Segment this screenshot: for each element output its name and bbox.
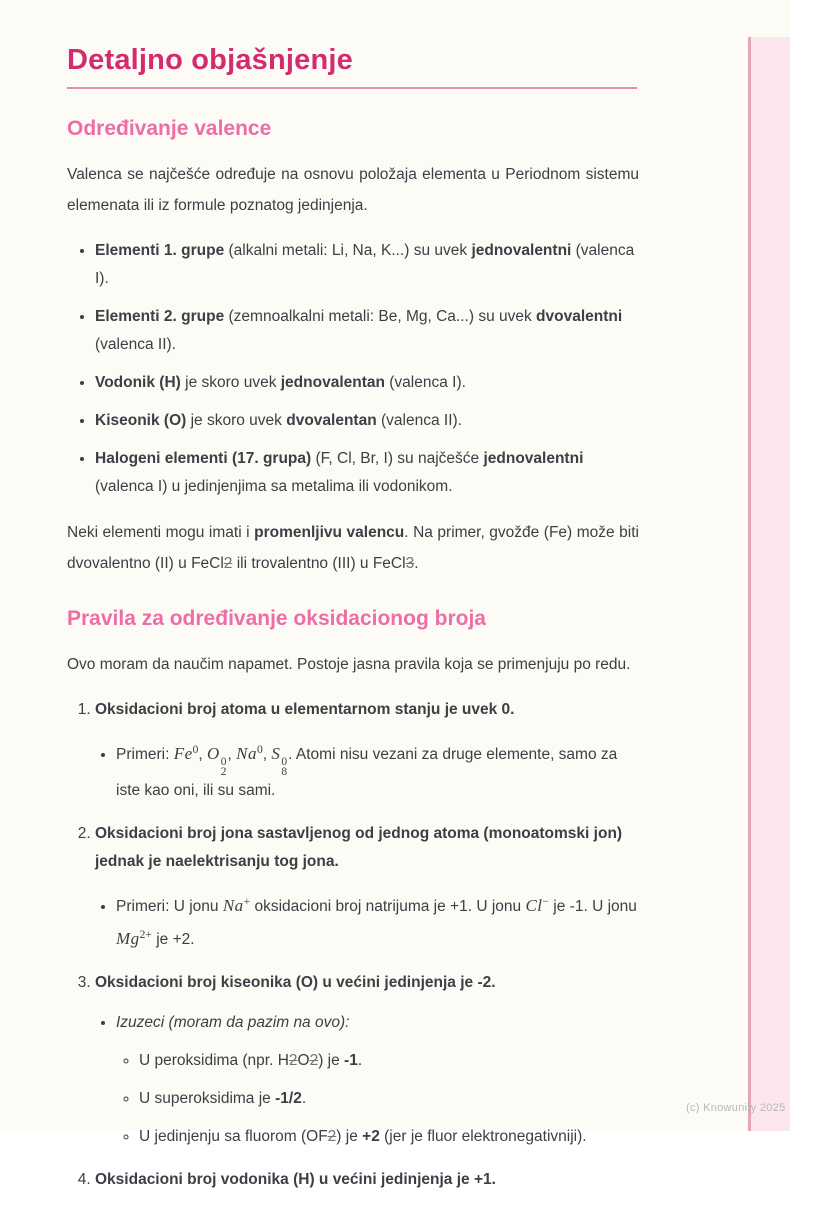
text-run: Elementi 2. grupe [95, 308, 225, 325]
list-item [95, 696, 639, 805]
math-run: Na [236, 744, 258, 763]
math-run: 2+ [139, 929, 152, 941]
text-run: O [297, 1052, 310, 1069]
text-run: Primeri: [116, 746, 174, 763]
watermark: (c) Knowunity 2025 [686, 1102, 786, 1114]
text-run: (zemnoalkalni metali: Be, Mg, Ca...) su uvek [224, 308, 537, 325]
bullet-list [95, 888, 639, 954]
math-superscript: 0 [220, 756, 227, 768]
text-run: 2 [288, 1052, 298, 1069]
text-run: Primeri: U jonu [116, 898, 223, 915]
math-subscript: 2 [220, 766, 227, 778]
text-run: Oksidacioni broj vodonika (H) u većini jedinjenja je +1. [95, 1171, 496, 1188]
text-run: Kiseonik (O) [95, 412, 187, 429]
list-item [95, 407, 639, 435]
text-run: Oksidacioni broj kiseonika (O) u većini jedinjenja je -2. [95, 974, 496, 991]
text-run: . [301, 1090, 307, 1107]
math-run: Na [222, 896, 244, 915]
math-run: 0 [257, 744, 263, 756]
text-run: oksidacioni broj natrijuma je +1. U jonu [250, 898, 526, 915]
list-item [116, 1009, 639, 1151]
title-divider [67, 87, 637, 89]
text-run: , [198, 746, 208, 763]
text-run: Valenca se najčešće određuje na osnovu položaja elementa u Periodnom sistemu elemenata ili iz formule poznatog jedinjenja. [67, 166, 639, 214]
text-run: promenljivu valencu [254, 524, 405, 541]
list-item [139, 1085, 639, 1113]
math-script-stack [221, 757, 227, 777]
math-run: + [243, 896, 251, 908]
text-run: 2 [223, 555, 233, 572]
text-run: jednovalentan [280, 374, 385, 391]
text-run: U peroksidima (npr. H [139, 1052, 289, 1069]
document-blocks [67, 116, 639, 1194]
bullet-list [116, 1047, 639, 1151]
math-run: Cl [525, 896, 543, 915]
text-run: U superoksidima je [139, 1090, 276, 1107]
numbered-list [67, 696, 639, 1194]
paragraph [67, 649, 639, 680]
text-run: (valenca I) u jedinjenjima sa metalima ili vodonikom. [95, 478, 453, 495]
text-run: (F, Cl, Br, I) su najčešće [311, 450, 484, 467]
text-run: ) je [318, 1052, 345, 1069]
math-run: − [542, 896, 549, 908]
math-run: S [271, 744, 281, 763]
text-run: (valenca I). [95, 242, 635, 287]
text-run: -1/2 [275, 1090, 302, 1107]
section-heading: Određivanje valence [67, 117, 272, 140]
math-subscript: 8 [281, 766, 288, 778]
list-item [116, 888, 639, 954]
document-content [67, 42, 639, 1210]
text-run: dvovalentni [536, 308, 623, 325]
bullet-list [95, 736, 639, 805]
text-run: je -1. U jonu [549, 898, 637, 915]
text-run: Halogeni elementi (17. grupa) [95, 450, 312, 467]
text-run: 2 [327, 1128, 337, 1145]
text-run: ) je [336, 1128, 363, 1145]
text-run: (jer je fluor elektronegativniji). [379, 1128, 587, 1145]
text-run: U jedinjenju sa fluorom (OF [139, 1128, 328, 1145]
list-item [95, 820, 639, 954]
math-superscript: 0 [281, 756, 288, 768]
text-run: . [357, 1052, 363, 1069]
section-heading: Pravila za određivanje oksidacionog broja [67, 607, 486, 630]
list-item [139, 1123, 639, 1151]
list-item [139, 1047, 639, 1075]
list-item [95, 445, 639, 501]
text-run: , [262, 746, 272, 763]
list-item [95, 369, 639, 397]
text-run: 3 [405, 555, 415, 572]
text-run: dvovalentan [286, 412, 377, 429]
list-item [116, 736, 639, 805]
list-item [95, 969, 639, 1151]
text-run: Izuzeci (moram da pazim na ovo): [116, 1014, 350, 1031]
text-run: je +2. [151, 931, 195, 948]
math-run: O [207, 744, 220, 763]
text-run: (alkalni metali: Li, Na, K...) su uvek [224, 242, 472, 259]
text-run: . [414, 555, 419, 572]
text-run: Elementi 1. grupe [95, 242, 225, 259]
text-run: jednovalentni [471, 242, 572, 259]
text-run: . Atomi nisu vezani za druge elemente, samo za iste kao oni, ili su sami. [116, 746, 618, 799]
decorative-side-bar [748, 37, 790, 1131]
paragraph [67, 159, 639, 221]
text-run: . Na primer, gvožđe (Fe) može biti dvovalentno (II) u FeCl [67, 524, 639, 572]
list-item [95, 237, 639, 293]
text-run: (valenca II). [95, 336, 176, 353]
bullet-list [95, 1009, 639, 1151]
text-run: , [227, 746, 237, 763]
text-run: Oksidacioni broj atoma u elementarnom stanju je uvek 0. [95, 701, 515, 718]
math-script-stack [281, 757, 287, 777]
bullet-list [67, 237, 639, 501]
text-run: jednovalentni [483, 450, 584, 467]
text-run: je skoro uvek [186, 412, 287, 429]
text-run: Oksidacioni broj jona sastavljenog od jednog atoma (monoatomski jon) jednak je naelektrisanju tog jona. [95, 825, 623, 870]
paragraph [67, 517, 639, 579]
text-run: +2 [362, 1128, 380, 1145]
math-run: Fe [173, 744, 193, 763]
text-run: (valenca I). [384, 374, 466, 391]
list-item [95, 1166, 639, 1194]
text-run: ili trovalentno (III) u FeCl [232, 555, 406, 572]
text-run: (valenca II). [376, 412, 462, 429]
text-run: -1 [344, 1052, 358, 1069]
text-run: Neki elementi mogu imati i [67, 524, 255, 541]
text-run: Vodonik (H) [95, 374, 181, 391]
text-run: je skoro uvek [180, 374, 281, 391]
text-run: 2 [309, 1052, 319, 1069]
math-run: 0 [192, 744, 199, 756]
page-title: Detaljno objašnjenje [67, 44, 353, 76]
text-run: Ovo moram da naučim napamet. Postoje jasna pravila koja se primenjuju po redu. [67, 656, 631, 673]
list-item [95, 303, 639, 359]
math-run: Mg [116, 929, 140, 948]
